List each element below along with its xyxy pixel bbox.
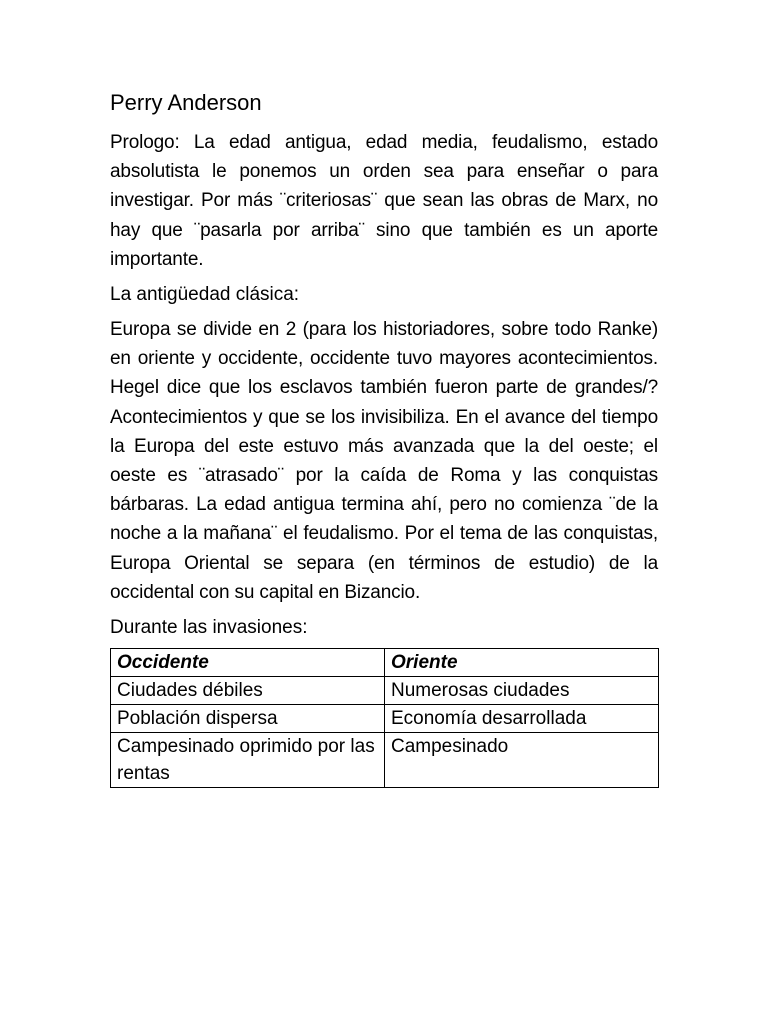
section-heading-antiguedad: La antigüedad clásica: — [110, 284, 300, 306]
europe-paragraph: Europa se divide en 2 (para los historiadores, sobre todo Ranke) en oriente y occidente, occidente tuvo mayores acontecimientos. Hegel dice que los esclavos también fueron parte de grandes/? Acontecimientos y que se los invisibiliza. En el avance del tiempo la Europa del este estuvo más avanzada que la del oeste; el oeste es ¨atrasado¨ por la caída de Roma y las conquistas bárbaras. La edad antigua termina ahí, pero no comienza ¨de la noche a la mañana¨ el feudalismo. Por el tema de las conquistas, Europa Oriental se separa (en términos de estudio) de la occidental con su capital en Bizancio. — [110, 319, 658, 603]
table-cell: Población dispersa — [111, 705, 385, 733]
table-cell: Campesinado oprimido por las rentas — [111, 733, 385, 788]
table-header-row — [111, 649, 659, 677]
table-row — [111, 677, 659, 705]
prologue-paragraph: Prologo: La edad antigua, edad media, feudalismo, estado absolutista le ponemos un orden sea para enseñar o para investigar. Por más ¨criteriosas¨ que sean las obras de Marx, no hay que ¨pasarla por arriba¨ sino que también es un aporte importante. — [110, 132, 658, 270]
invasions-heading: Durante las invasiones: — [110, 617, 308, 639]
table-cell: Numerosas ciudades — [385, 677, 659, 705]
invasions-table — [110, 648, 659, 788]
table-cell: Ciudades débiles — [111, 677, 385, 705]
header-oriente: Oriente — [385, 649, 659, 677]
header-occidente: Occidente — [111, 649, 385, 677]
document-title: Perry Anderson — [110, 90, 262, 115]
table-row — [111, 705, 659, 733]
document-page — [110, 86, 658, 788]
table-cell: Campesinado — [385, 733, 659, 788]
table-row — [111, 733, 659, 788]
table-cell: Economía desarrollada — [385, 705, 659, 733]
